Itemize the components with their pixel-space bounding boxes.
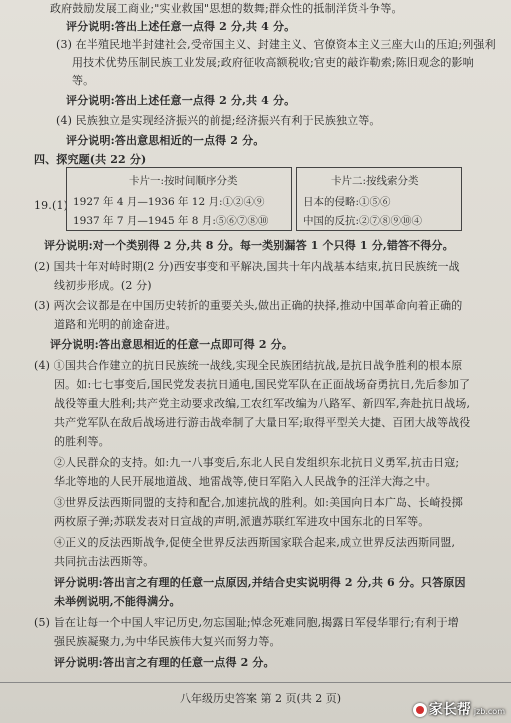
logo-url: jzb.com [473,707,505,716]
card-two [296,167,462,231]
section-heading: 四、探究题(共 22 分) [34,153,147,166]
text-line: 强民族凝聚力,为中华民族伟大复兴而努力等。 [54,635,281,648]
text-line: 政府鼓励发展工商业;"实业救国"思想的数舞;群众性的抵制洋货斗争等。 [50,2,403,15]
scoring-note: 评分说明:答出意思相近的任意一点即可得 2 分。 [50,338,293,351]
scoring-note: 评分说明:答出上述任意一点得 2 分,共 4 分。 [66,94,296,107]
watermark-logo [429,699,505,719]
text-line: 用技术优势压制民族工业发展;政府征收高额税收;官吏的敲诈勒索;陈旧观念的影响 [72,56,474,69]
card-one-title: 卡片一:按时间顺序分类 [129,175,238,187]
logo-icon [413,703,427,717]
text-line: 线初步形成。(2 分) [54,279,152,292]
text-line: 因。如:七七事变后,国民党发表抗日通电,国民党军队在正面战场奋勇抗日,先后参加了 [54,378,471,391]
text-line: ②人民群众的支持。如:九一八事变后,东北人民自发组织东北抗日义勇军,抗击日寇; [54,456,460,469]
scoring-note: 未举例说明,不能得满分。 [54,595,181,608]
text-line: (3) 在半殖民地半封建社会,受帝国主义、封建主义、官僚资本主义三座大山的压迫;列强利 [56,38,496,51]
text-line: 共产党军队在敌后战场进行游击战牵制了大量日军;取得平型关大捷、百团大战等战役 [54,416,471,429]
scoring-note: 评分说明:答出言之有理的任意一点原因,并结合史实说明得 2 分,共 6 分。只答原因 [54,576,466,589]
text-line: 等。 [72,74,95,87]
text-line: 共同抗击法西斯等。 [54,555,155,568]
text-line: (5) 旨在让每一个中国人牢记历史,勿忘国耻;悼念死难同胞,揭露日军侵华罪行;有利于增 [34,616,459,629]
card-two-row: 日本的侵略:①⑤⑥ [303,196,391,208]
text-line: 两枚原子弹;苏联发表对日宣战的声明,派遣苏联红军进攻中国东北的日军等。 [54,515,430,528]
text-line: (3) 两次会议都是在中国历史转折的重要关头,做出正确的抉择,推动中国革命向着正确的 [34,299,463,312]
text-line: 战役等重大胜利;共产党主动要求改编,工农红军改编为八路军、新四军,奔赴抗日战场, [54,397,471,410]
scoring-note: 评分说明:对一个类别得 2 分,共 8 分。每一类别漏答 1 个只得 1 分,错答不得分。 [44,239,454,252]
scoring-note: 评分说明:答出上述任意一点得 2 分,共 4 分。 [66,20,296,33]
sub-question-number: (1) [52,199,69,212]
text-line: 华北等地的人民开展地道战、地雷战等,使日军陷入人民战争的汪洋大海之中。 [54,475,437,488]
card-one [66,167,292,231]
scoring-note: 评分说明:答出言之有理的任意一点得 2 分。 [54,656,275,669]
card-two-title: 卡片二:按线索分类 [331,175,419,187]
text-line: ③世界反法西斯同盟的支持和配合,加速抗战的胜利。如:美国向日本广岛、长崎投掷 [54,496,463,509]
page-footer: 八年级历史答案 第 2 页(共 2 页) [180,692,342,705]
card-two-row: 中国的反抗:②⑦⑧⑨⑩④ [303,215,423,227]
logo-name: 家长帮 [428,702,471,718]
card-one-row: 1937 年 7 月—1945 年 8 月:⑤⑥⑦⑧⑩ [73,215,269,227]
question-number: 19. [34,199,52,212]
text-line: 道路和光明的前途奋进。 [54,318,177,331]
footer-rule [0,682,511,684]
text-line: 的胜利等。 [54,435,110,448]
text-line: ④正义的反法西斯战争,促使全世界反法西斯国家联合起来,成立世界反法西斯同盟, [54,536,456,549]
scoring-note: 评分说明:答出意思相近的一点得 2 分。 [66,134,265,147]
card-one-row: 1927 年 4 月—1936 年 12 月:①②④⑨ [73,196,265,208]
text-line: (4) ①国共合作建立的抗日民族统一战线,实现全民族团结抗战,是抗日战争胜利的根本原 [34,359,463,372]
text-line: (2) 国共十年对峙时期(2 分)西安事变和平解决,国共十年内战基本结束,抗日民族统一战 [34,260,460,273]
text-line: (4) 民族独立是实现经济振兴的前提;经济振兴有利于民族独立等。 [56,114,381,127]
